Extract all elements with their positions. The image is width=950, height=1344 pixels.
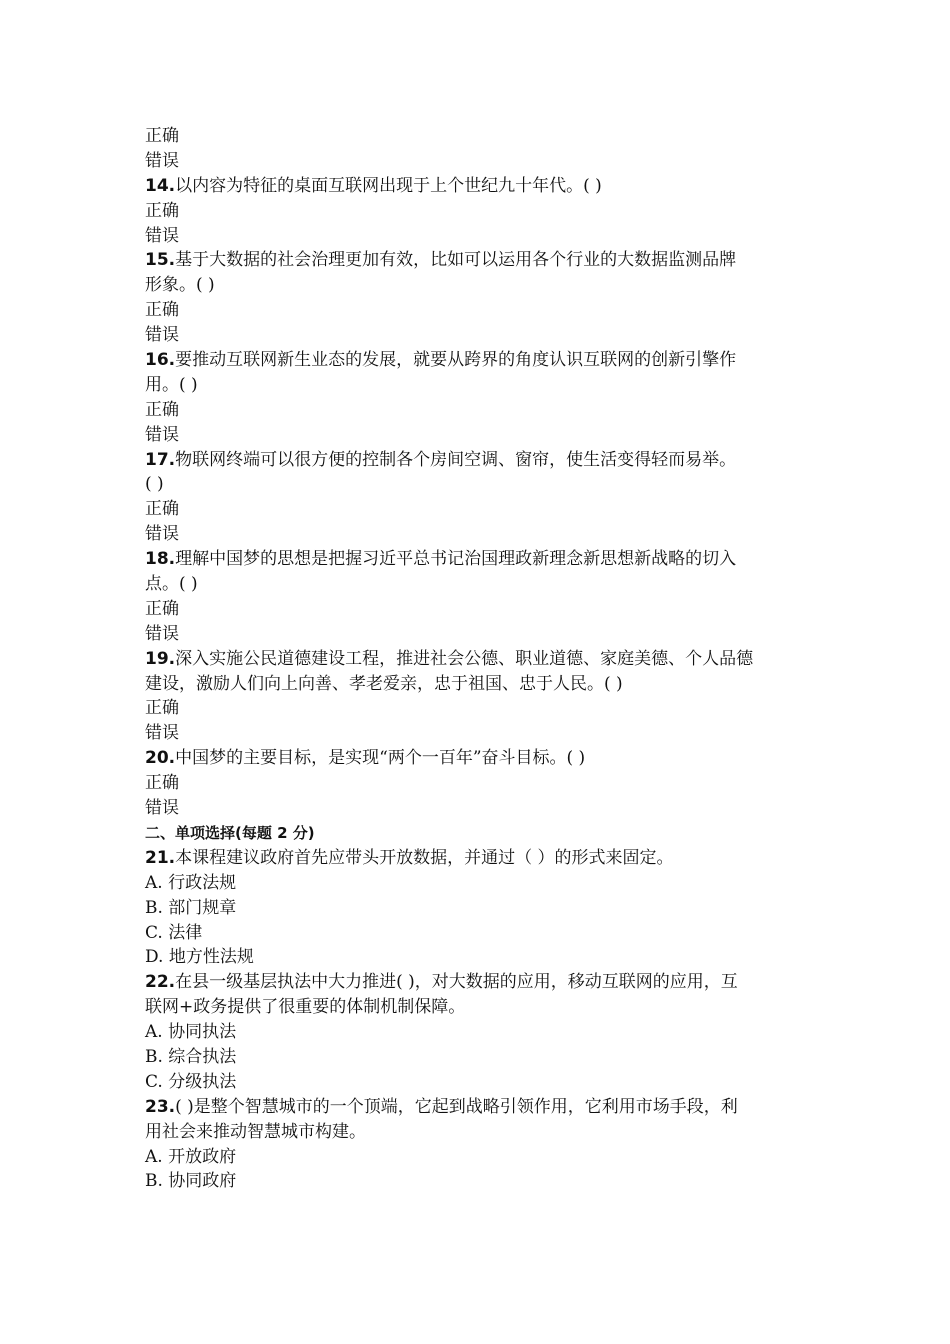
question-line bbox=[145, 448, 815, 473]
question-line bbox=[145, 846, 815, 871]
answer-option bbox=[145, 398, 815, 423]
question-continuation bbox=[145, 572, 815, 597]
question-number: 14. bbox=[145, 175, 176, 196]
answer-option bbox=[145, 199, 815, 224]
question-text: ( ) bbox=[145, 474, 164, 495]
answer-option bbox=[145, 921, 815, 946]
answer-option-text: D. 地方性法规 bbox=[145, 947, 254, 968]
answer-option-text: A. 行政法规 bbox=[145, 872, 237, 893]
answer-option bbox=[145, 896, 815, 921]
question-line bbox=[145, 647, 815, 672]
question-number: 22. bbox=[145, 972, 176, 993]
question-text: 建设，激励人们向上向善、孝老爱亲，忠于祖国、忠于人民。( ) bbox=[145, 673, 623, 694]
answer-option-text: 正确 bbox=[145, 698, 179, 719]
answer-option bbox=[145, 945, 815, 970]
question-line bbox=[145, 248, 815, 273]
question-line bbox=[145, 746, 815, 771]
question-text: ( )是整个智慧城市的一个顶端，它起到战略引领作用，它利用市场手段，利 bbox=[175, 1096, 738, 1117]
question-continuation bbox=[145, 995, 815, 1020]
question-text: 中国梦的主要目标，是实现“两个一百年”奋斗目标。( ) bbox=[175, 748, 586, 769]
question-line bbox=[145, 970, 815, 995]
question-number: 17. bbox=[145, 449, 176, 470]
question-text: 形象。( ) bbox=[145, 275, 215, 296]
answer-option-text: 正确 bbox=[145, 300, 179, 321]
answer-option bbox=[145, 1045, 815, 1070]
answer-option bbox=[145, 796, 815, 821]
question-text: 深入实施公民道德建设工程，推进社会公德、职业道德、家庭美德、个人品德 bbox=[175, 648, 754, 669]
question-text: 联网+政务提供了很重要的体制机制保障。 bbox=[145, 997, 466, 1018]
question-text: 理解中国梦的思想是把握习近平总书记治国理政新理念新思想新战略的切入 bbox=[175, 549, 737, 570]
question-line bbox=[145, 174, 815, 199]
question-text: 在县一级基层执法中大力推进( )，对大数据的应用，移动互联网的应用，互 bbox=[175, 972, 738, 993]
document-body bbox=[145, 124, 815, 1194]
answer-option bbox=[145, 622, 815, 647]
question-number: 15. bbox=[145, 250, 176, 271]
answer-option bbox=[145, 522, 815, 547]
question-number: 21. bbox=[145, 847, 176, 868]
question-text: 以内容为特征的桌面互联网出现于上个世纪九十年代。( ) bbox=[175, 175, 602, 196]
answer-option-text: B. 协同政府 bbox=[145, 1171, 237, 1192]
answer-option-text: 错误 bbox=[145, 798, 179, 819]
answer-option bbox=[145, 696, 815, 721]
question-text: 点。( ) bbox=[145, 574, 198, 595]
question-continuation bbox=[145, 1120, 815, 1145]
question-number: 23. bbox=[145, 1096, 176, 1117]
answer-option-text: B. 部门规章 bbox=[145, 897, 237, 918]
question-text: 本课程建议政府首先应带头开放数据，并通过（ ）的形式来固定。 bbox=[175, 847, 674, 868]
answer-option bbox=[145, 149, 815, 174]
answer-option bbox=[145, 721, 815, 746]
answer-option-text: A. 协同执法 bbox=[145, 1022, 237, 1043]
answer-option-text: A. 开放政府 bbox=[145, 1146, 237, 1167]
question-text: 用。( ) bbox=[145, 374, 198, 395]
answer-option-text: B. 综合执法 bbox=[145, 1046, 237, 1067]
section-title bbox=[145, 821, 815, 846]
question-text: 基于大数据的社会治理更加有效，比如可以运用各个行业的大数据监测品牌 bbox=[175, 250, 737, 271]
question-continuation bbox=[145, 672, 815, 697]
question-continuation bbox=[145, 472, 815, 497]
question-text: 物联网终端可以很方便的控制各个房间空调、窗帘，使生活变得轻而易举。 bbox=[175, 449, 737, 470]
answer-option bbox=[145, 423, 815, 448]
answer-option-text: 错误 bbox=[145, 150, 179, 171]
question-continuation bbox=[145, 373, 815, 398]
question-line bbox=[145, 1095, 815, 1120]
answer-option bbox=[145, 1020, 815, 1045]
answer-option-text: 错误 bbox=[145, 424, 179, 445]
answer-option-text: 正确 bbox=[145, 598, 179, 619]
question-text: 要推动互联网新生业态的发展，就要从跨界的角度认识互联网的创新引擎作 bbox=[175, 350, 737, 371]
answer-option-text: 正确 bbox=[145, 399, 179, 420]
answer-option bbox=[145, 298, 815, 323]
answer-option-text: 错误 bbox=[145, 225, 179, 246]
question-number: 20. bbox=[145, 748, 176, 769]
answer-option-text: C. 法律 bbox=[145, 922, 203, 943]
answer-option-text: 正确 bbox=[145, 499, 179, 520]
answer-option bbox=[145, 771, 815, 796]
question-line bbox=[145, 547, 815, 572]
answer-option-text: 正确 bbox=[145, 773, 179, 794]
question-number: 16. bbox=[145, 350, 176, 371]
answer-option bbox=[145, 1169, 815, 1194]
answer-option-text: C. 分级执法 bbox=[145, 1071, 237, 1092]
answer-option-text: 正确 bbox=[145, 200, 179, 221]
answer-option-text: 错误 bbox=[145, 623, 179, 644]
answer-option-text: 正确 bbox=[145, 126, 179, 146]
answer-option-text: 错误 bbox=[145, 325, 179, 346]
answer-option bbox=[145, 323, 815, 348]
answer-option-text: 错误 bbox=[145, 524, 179, 545]
answer-option bbox=[145, 597, 815, 622]
answer-option-text: 错误 bbox=[145, 723, 179, 744]
answer-option bbox=[145, 497, 815, 522]
answer-option bbox=[145, 1070, 815, 1095]
question-line bbox=[145, 348, 815, 373]
question-continuation bbox=[145, 273, 815, 298]
section-title-text: 二、单项选择(每题 2 分) bbox=[145, 823, 315, 842]
question-text: 用社会来推动智慧城市构建。 bbox=[145, 1121, 366, 1142]
answer-option bbox=[145, 871, 815, 896]
question-number: 18. bbox=[145, 549, 176, 570]
question-number: 19. bbox=[145, 648, 176, 669]
answer-option bbox=[145, 224, 815, 249]
answer-option bbox=[145, 1145, 815, 1170]
answer-option bbox=[145, 124, 815, 149]
